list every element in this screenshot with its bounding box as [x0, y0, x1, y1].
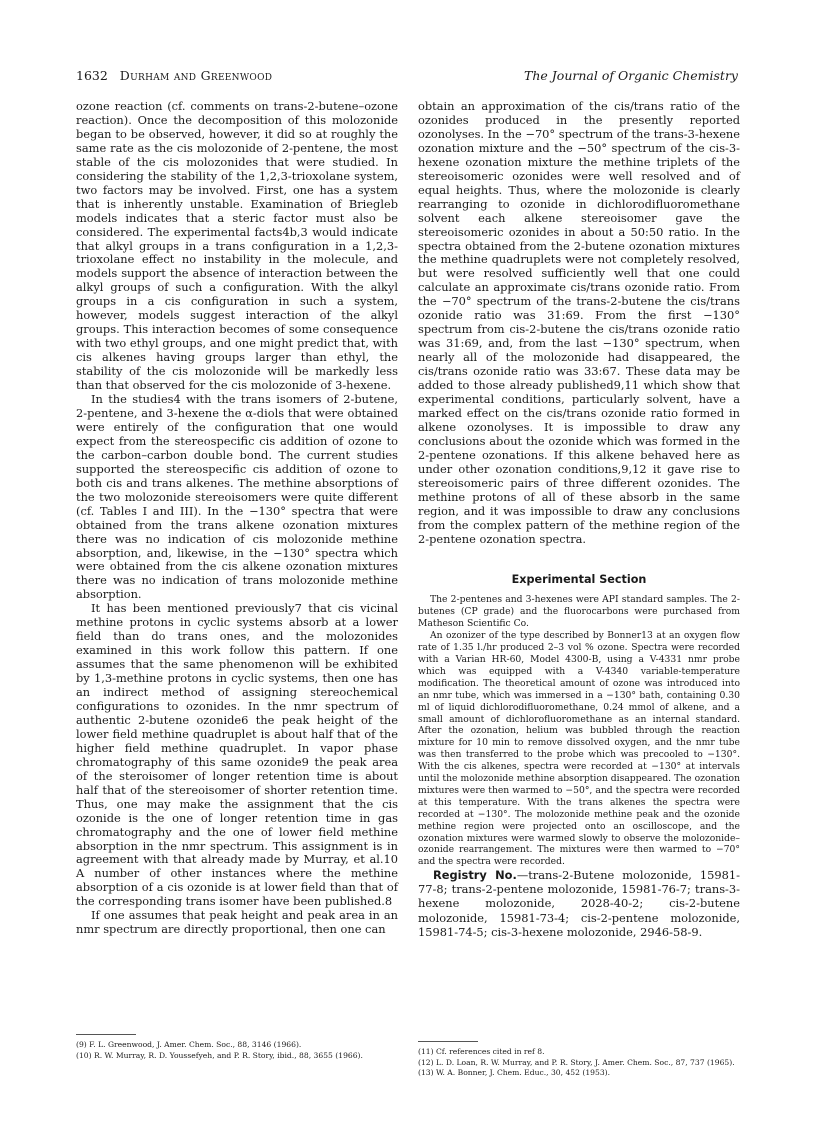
section-heading: Experimental Section — [511, 572, 647, 586]
footnote: (12) L. D. Loan, R. W. Murray, and P. R. Story, J. Amer. Chem. Soc., 87, 737 (1965). — [418, 1057, 735, 1067]
footnotes-left — [76, 1018, 398, 1061]
experimental-text — [418, 594, 740, 868]
running-authors: Durham and Greenwood — [119, 68, 273, 83]
journal-name: The Journal of Organic Chemistry — [524, 68, 738, 83]
running-header — [76, 68, 738, 86]
page-number: 1632 — [76, 68, 108, 83]
header-left — [76, 68, 272, 83]
left-column — [76, 100, 398, 937]
footnote: (9) F. L. Greenwood, J. Amer. Chem. Soc., 88, 3146 (1966). — [76, 1040, 302, 1049]
footnote-rule — [418, 1041, 478, 1042]
footnote: (11) Cf. references cited in ref 8. — [418, 1047, 545, 1056]
paragraph: An ozonizer of the type described by Bonner13 at an oxygen flow rate of 1.35 l./hr produced 2–3 vol % ozone. Spectra were recorded with a Varian HR-60, Model 4300-B, using a V-4331 nmr probe which was equipped with a V-4340 variable-temperature modification. The theoretical amount of ozone was introduced into an nmr tube, which was immersed in a −130° bath, containing 0.30 ml of liquid dichlorodifluoromethane, 0.24 mmol of alkene, and a small amount of dichlorofluoromethane as an internal standard. After the ozonation, helium was bubbled through the reaction mixture for 10 min to remove dissolved oxygen, and the nmr tube was then transferred to the probe which was precooled to −130°. With the cis alkenes, spectra were recorded at −130° at intervals until the molozonide methine absorption disappeared. The ozonation mixtures were then warmed to −50°, and the spectra were recorded at this temperature. With the trans alkenes the spectra were recorded at −130°. The molozonide methine peak and the ozonide methine region were projected onto an oscilloscope, and the ozonation mixtures were warmed slowly to observe the molozonide–ozonide rearrangement. The mixtures were then warmed to −70° and the spectra were recorded. — [418, 630, 740, 868]
paragraph: In the studies4 with the trans isomers of 2-butene, 2-pentene, and 3-hexene the α-diols that were obtained were entirely of the configuration that one would expect from the stereospecific cis addition of ozone to the carbon–carbon double bond. The current studies supported the stereospecific cis addition of ozone to both cis and trans alkenes. The methine absorptions of the two molozonide stereoisomers were quite different (cf. Tables I and III). In the −130° spectra that were obtained from the trans alkene ozonation mixtures there was no indication of cis molozonide methine absorption, and, likewise, in the −130° spectra which were obtained from the cis alkene ozonation mixtures there was no indication of trans molozonide methine absorption. — [76, 392, 398, 602]
paragraph: It has been mentioned previously7 that cis vicinal methine protons in cyclic systems absorb at a lower field than do trans ones, and the molozonides examined in this work follow this pattern. If one assumes that the same phenomenon will be exhibited by 1,3-methine protons in cyclic systems, then one has an indirect method of assigning stereochemical configurations to ozonides. In the nmr spectrum of authentic 2-butene ozonide6 the peak height of the lower field methine quadruplet is about half that of the higher field methine quadruplet. In vapor phase chromatography of this same ozonide9 the peak area of the steroisomer of longer retention time is about half that of the stereoisomer of shorter retention time. Thus, one may make the assignment that the cis ozonide is the one of longer retention time in gas chromatography and the one of lower field methine absorption in the nmr spectrum. This assignment is in agreement with that already made by Murray, et al.10 A number of other instances where the methine absorption of a cis ozonide is at lower field than that of the corresponding trans isomer have been published.8 — [76, 601, 398, 909]
paragraph: The 2-pentenes and 3-hexenes were API standard samples. The 2-butenes (CP grade) and the fluorocarbons were purchased from Matheson Scientific Co. — [418, 594, 740, 630]
footnote-rule — [76, 1034, 136, 1035]
registry-text: —trans-2-Butene molozonide, 15981-77-8; trans-2-pentene molozonide, 15981-76-7; trans-3-hexene molozonide, 2028-40-2; cis-2-butene molozonide, 15981-73-4; cis-2-pentene molozonide, 15981-74-5; cis-3-hexene molozonide, 2946-58-9. — [418, 868, 740, 939]
paragraph: obtain an approximation of the cis/trans ratio of the ozonides produced in the presently reported ozonolyses. In the −70° spectrum of the trans-3-hexene ozonation mixture and the −50° spectrum of the cis-3-hexene ozonation mixture the methine triplets of the stereoisomeric ozonides were well resolved and of equal heights. Thus, where the molozonide is clearly rearranging to ozonide in dichlorodifluoromethane solvent each alkene stereoisomer gave the stereoisomeric ozonides in about a 50:50 ratio. In the spectra obtained from the 2-butene ozonation mixtures the methine quadruplets were not completely resolved, but were resolved sufficiently well that one could calculate an approximate cis/trans ozonide ratio. From the −70° spectrum of the trans-2-butene the cis/trans ozonide ratio was 31:69. From the first −130° spectrum from cis-2-butene the cis/trans ozonide ratio was 31:69, and, from the last −130° spectrum, when nearly all of the molozonide had disappeared, the cis/trans ozonide ratio was 33:67. These data may be added to those already published9,11 which show that experimental conditions, particularly solvent, have a marked effect on the cis/trans ozonide ratio formed in alkene ozonolyses. It is impossible to draw any conclusions about the ozonide which was formed in the 2-pentene ozonations. If this alkene behaved here as under other ozonation conditions,9,12 it gave rise to stereoisomeric pairs of three different ozonides. The methine protons of all of these absorb in the same region, and it was impossible to draw any conclusions from the complex pattern of the methine region of the 2-pentene ozonation spectra. — [418, 99, 741, 546]
footnote: (10) R. W. Murray, R. D. Youssefyeh, and P. R. Story, ibid., 88, 3655 (1966). — [76, 1050, 363, 1060]
footnote: (13) W. A. Bonner, J. Chem. Educ., 30, 452 (1953). — [418, 1068, 611, 1078]
footnotes-right — [418, 1025, 740, 1079]
right-column — [418, 100, 740, 939]
paragraph: ozone reaction (cf. comments on trans-2-butene–ozone reaction). Once the decomposition of this molozonide began to be observed, however, it did so at roughly the same rate as the cis molozonide of 2-pentene, the most stable of the cis molozonides that were studied. In considering the stability of the 1,2,3-trioxolane system, two factors may be involved. First, one has a system that is inherently unstable. Examination of Briegleb models indicates that a steric factor must also be considered. The experimental facts4b,3 would indicate that alkyl groups in a trans configuration in a 1,2,3-trioxolane effect no instability in the molecule, and models support the absence of interaction between the alkyl groups of such a configuration. With the alkyl groups in a cis configuration in such a system, however, models suggest interaction of the alkyl groups. This interaction becomes of some consequence with two ethyl groups, and one might predict that, with cis alkenes having groups larger than ethyl, the stability of the cis molozonide will be markedly less than that observed for the cis molozonide of 3-hexene. — [76, 99, 398, 393]
registry-label: Registry No. — [433, 868, 517, 883]
paragraph: If one assumes that peak height and peak area in an nmr spectrum are directly proportional, then one can — [76, 908, 398, 937]
registry-numbers — [418, 868, 740, 938]
